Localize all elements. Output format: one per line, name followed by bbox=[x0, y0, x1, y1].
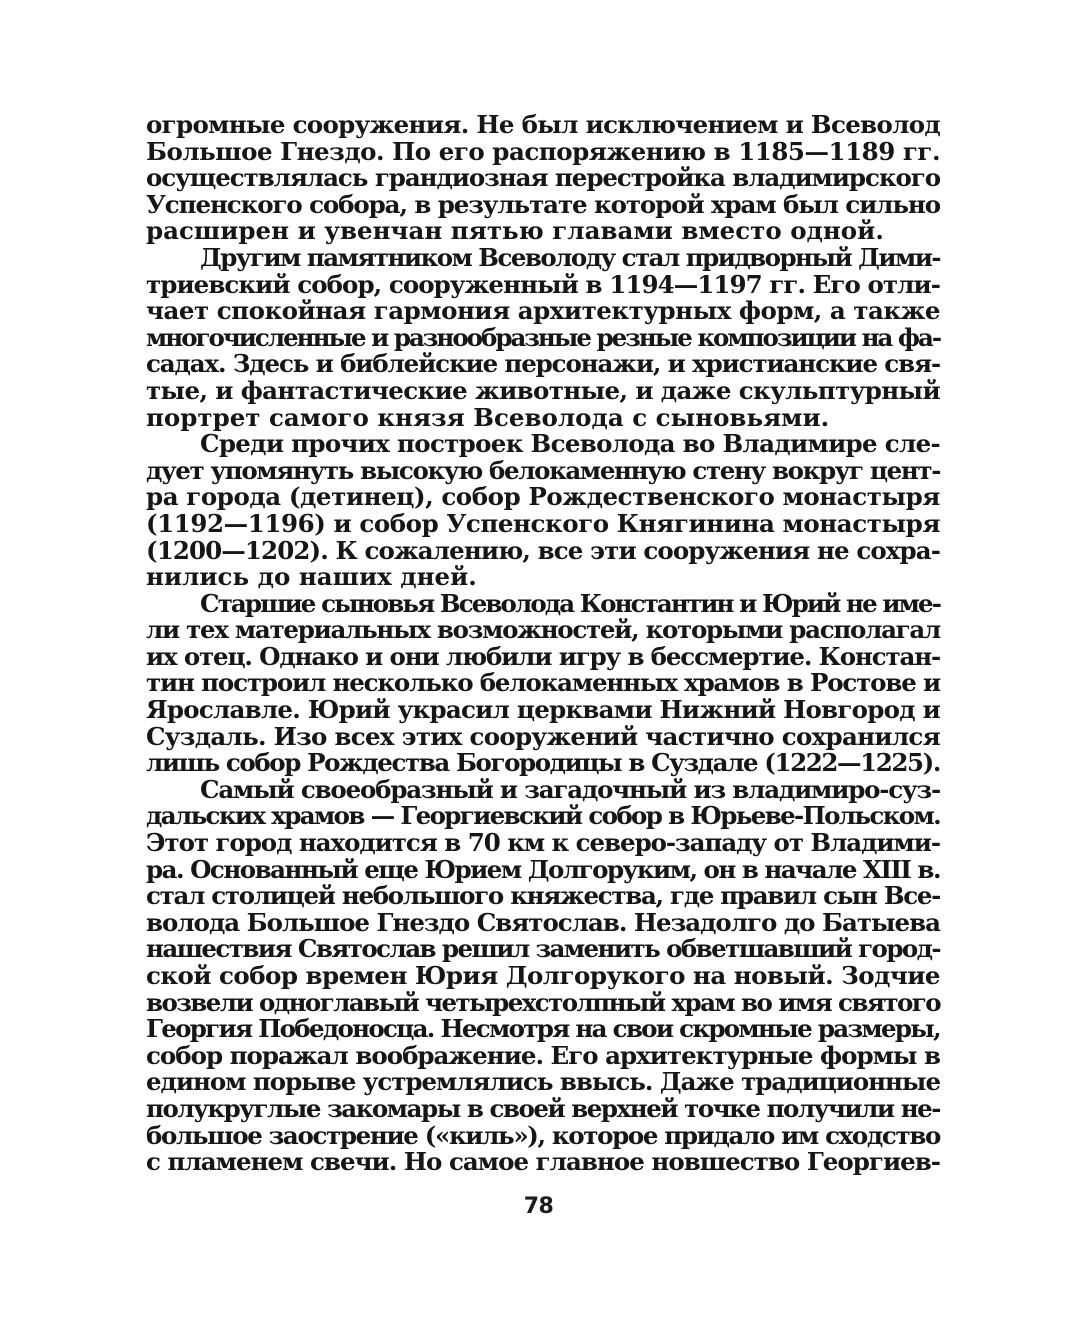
text-line: собор поражал воображение. Его архитектурные формы в bbox=[146, 1040, 940, 1070]
text-line: Другим памятником Всеволоду стал придворный Дими- bbox=[200, 242, 940, 272]
text-line: большое заострение («киль»), которое придало им сходство bbox=[146, 1120, 940, 1150]
text-line: Суздаль. Изо всех этих сооружений частично сохранился bbox=[146, 721, 940, 751]
text-line: Старшие сыновья Всеволода Константин и Юрий не име- bbox=[200, 588, 940, 618]
text-line: дальских храмов — Георгиевский собор в Юрьеве-Польском. bbox=[146, 801, 940, 831]
text-line: тин построил несколько белокаменных храмов в Ростове и bbox=[146, 668, 940, 698]
text-line: Георгия Победоносца. Несмотря на свои скромные размеры, bbox=[146, 1014, 940, 1044]
text-line: Успенского собора, в результате которой храм был сильно bbox=[146, 189, 940, 219]
paragraph bbox=[146, 588, 940, 778]
text-line: нашествия Святослав решил заменить обветшавший город- bbox=[146, 934, 940, 964]
text-line: расширен и увенчан пятью главами вместо одной. bbox=[146, 216, 884, 246]
text-line: возвели одноглавый четырехстолпный храм во имя святого bbox=[146, 987, 940, 1017]
page-number: 78 bbox=[523, 1194, 554, 1219]
text-line: чает спокойная гармония архитектурных форм, а также bbox=[146, 296, 940, 326]
text-line: едином порыве устремлялись ввысь. Даже традиционные bbox=[146, 1067, 940, 1097]
text-line: нились до наших дней. bbox=[146, 562, 477, 592]
text-line: полукруглые закомары в своей верхней точке получили не- bbox=[146, 1093, 940, 1123]
text-line: волода Большое Гнездо Святослав. Незадолго до Батыева bbox=[146, 907, 940, 937]
paragraph bbox=[146, 431, 940, 591]
text-line: многочисленные и разнообразные резные композиции на фа- bbox=[146, 322, 940, 352]
text-line: огромные сооружения. Не был исключением и Всеволод bbox=[146, 110, 940, 139]
text-line: стал столицей небольшого княжества, где правил сын Все- bbox=[146, 881, 940, 911]
text-line: ской собор времен Юрия Долгорукого на новый. Зодчие bbox=[146, 961, 940, 990]
text-line: (1192—1196) и собор Успенского Княгинина монастыря bbox=[146, 508, 940, 538]
text-line: садах. Здесь и библейские персонажи, и христианские свя- bbox=[146, 349, 941, 379]
text-line: Большое Гнездо. По его распоряжению в 1185—1189 гг. bbox=[146, 136, 940, 166]
text-line: ра города (детинец), собор Рождественского монастыря bbox=[146, 482, 940, 512]
paragraph bbox=[146, 242, 941, 432]
text-line: дует упомянуть высокую белокаменную стену вокруг цент- bbox=[146, 455, 940, 485]
text-line: лишь собор Рождества Богородицы в Суздале (1222—1225). bbox=[146, 748, 940, 778]
paragraph bbox=[146, 774, 940, 1177]
text-line: триевский собор, сооруженный в 1194—1197 гг. Его отли- bbox=[146, 269, 940, 299]
text-line: тые, и фантастические животные, и даже скульптурный bbox=[146, 375, 940, 405]
text-line: осуществлялась грандиозная перестройка владимирского bbox=[146, 163, 940, 193]
text-line: Этот город находится в 70 км к северо-западу от Владими- bbox=[146, 828, 940, 858]
text-line: их отец. Однако и они любили игру в бессмертие. Констан- bbox=[146, 641, 940, 671]
text-line: (1200—1202). К сожалению, все эти сооружения не сохра- bbox=[146, 535, 940, 565]
text-line: Среди прочих построек Всеволода во Владимире сле- bbox=[200, 429, 940, 459]
text-line: Ярославле. Юрий украсил церквами Нижний Новгород и bbox=[146, 695, 940, 725]
text-line: с пламенем свечи. Но самое главное новшество Георгиев- bbox=[146, 1147, 940, 1177]
text-line: ра. Основанный еще Юрием Долгоруким, он в начале XIII в. bbox=[146, 854, 940, 884]
body-text bbox=[146, 112, 940, 1176]
text-line: ли тех материальных возможностей, которыми располагал bbox=[146, 615, 940, 645]
text-line: портрет самого князя Всеволода с сыновьями. bbox=[146, 402, 830, 432]
text-line: Самый своеобразный и загадочный из владимиро-суз- bbox=[200, 774, 940, 804]
paragraph bbox=[146, 112, 940, 245]
